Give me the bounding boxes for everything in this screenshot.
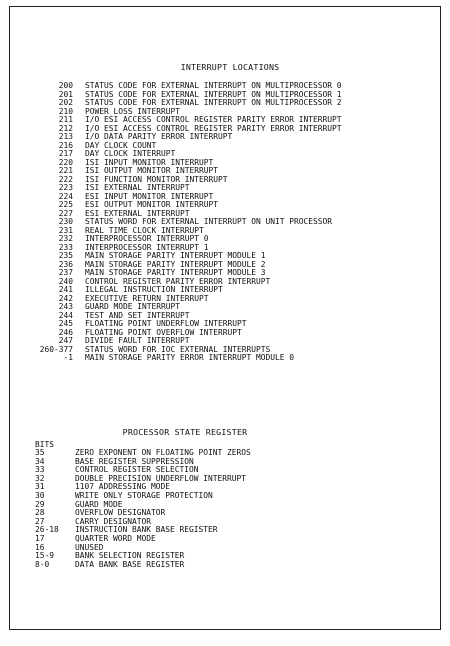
interrupt-description: DIVIDE FAULT INTERRUPT [85,336,190,345]
interrupt-code: 236 [58,259,73,269]
interrupt-code: 213 [58,132,73,141]
interrupt-description: I/O ESI ACCESS CONTROL REGISTER PARITY ERROR INTERRUPT [85,123,342,133]
register-bit-number: 32 [35,473,45,483]
register-bit-description: OVERFLOW DESIGNATOR [75,508,166,518]
interrupt-code: 216 [58,140,73,150]
interrupt-description: MAIN STORAGE PARITY INTERRUPT MODULE 2 [85,259,266,269]
register-bit-description: QUARTER WORD MODE [75,533,156,543]
register-bit-number: 17 [35,533,45,543]
interrupt-description: FLOATING POINT UNDERFLOW INTERRUPT [85,319,247,328]
bits-column-header: BITS [35,440,55,449]
register-bit-number: 31 [35,482,45,492]
register-bit-description: DOUBLE PRECISION UNDERFLOW INTERRUPT [75,473,247,483]
register-bit-number: 28 [35,508,45,518]
interrupt-row [10,354,342,363]
interrupt-code: 201 [58,89,73,99]
interrupt-code: 231 [58,225,73,235]
interrupt-description: TEST AND SET INTERRUPT [85,310,190,320]
interrupt-code: 247 [58,336,73,345]
interrupt-description: ESI EXTERNAL INTERRUPT [85,208,190,218]
interrupt-description: EXECUTIVE RETURN INTERRUPT [85,293,209,303]
register-bit-description: WRITE ONLY STORAGE PROTECTION [75,490,213,500]
processor-state-register-list [10,449,251,569]
interrupt-code: 235 [58,251,73,260]
interrupt-description: FLOATING POINT OVERFLOW INTERRUPT [85,327,242,337]
register-bit-number: 8-0 [35,559,50,569]
interrupt-code: 220 [58,157,73,167]
interrupt-description: INTERPROCESSOR INTERRUPT 0 [85,234,209,243]
interrupt-description: I/O DATA PARITY ERROR INTERRUPT [85,132,233,141]
interrupt-description: STATUS CODE FOR EXTERNAL INTERRUPT ON MULTIPROCESSOR 2 [85,98,342,107]
interrupt-description: ESI OUTPUT MONITOR INTERRUPT [85,200,219,209]
interrupt-description: ISI OUTPUT MONITOR INTERRUPT [85,166,219,175]
interrupt-description: CONTROL REGISTER PARITY ERROR INTERRUPT [85,276,271,286]
interrupt-code: 211 [58,115,73,124]
interrupt-code: 237 [58,268,73,277]
register-bit-description: CONTROL REGISTER SELECTION [75,465,199,475]
interrupt-locations-list [10,82,342,363]
register-bit-number: 30 [35,490,45,500]
interrupt-code: 246 [58,327,73,337]
register-bit-description: BANK SELECTION REGISTER [75,551,185,561]
document-page [9,6,441,630]
interrupt-description: DAY CLOCK INTERRUPT [85,149,176,158]
interrupt-description: DAY CLOCK COUNT [85,140,157,150]
register-bit-description: INSTRUCTION BANK BASE REGISTER [75,525,218,535]
interrupt-code: 224 [58,191,73,201]
interrupt-code: 227 [58,208,73,218]
interrupt-description: MAIN STORAGE PARITY ERROR INTERRUPT MODULE 0 [85,353,295,362]
register-bit-number: 29 [35,499,45,509]
interrupt-code: 217 [58,149,73,158]
interrupt-code: 244 [58,310,73,320]
register-bit-description: GUARD MODE [75,499,123,509]
interrupt-description: REAL TIME CLOCK INTERRUPT [85,225,204,235]
register-bit-row [10,535,251,544]
interrupt-description: GUARD MODE INTERRUPT [85,302,181,311]
interrupt-description: ISI FUNCTION MONITOR INTERRUPT [85,174,228,184]
register-bit-number: 16 [35,542,45,552]
interrupt-code: 221 [58,166,73,175]
interrupt-description: MAIN STORAGE PARITY INTERRUPT MODULE 1 [85,251,266,260]
interrupt-code: 240 [58,276,73,286]
interrupt-description: ESI INPUT MONITOR INTERRUPT [85,191,214,201]
interrupt-description: STATUS CODE FOR EXTERNAL INTERRUPT ON MULTIPROCESSOR 1 [85,89,342,99]
interrupt-description: STATUS WORD FOR EXTERNAL INTERRUPT ON UNIT PROCESSOR [85,217,333,226]
interrupt-description: ILLEGAL INSTRUCTION INTERRUPT [85,285,223,294]
interrupt-description: MAIN STORAGE PARITY INTERRUPT MODULE 3 [85,268,266,277]
interrupt-description: ISI INPUT MONITOR INTERRUPT [85,157,214,167]
interrupt-code: 212 [58,123,73,133]
interrupt-description: I/O ESI ACCESS CONTROL REGISTER PARITY ERROR INTERRUPT [85,115,342,124]
register-bit-description: DATA BANK BASE REGISTER [75,559,185,569]
interrupt-code: 242 [58,293,73,303]
register-bit-description: CARRY DESIGNATOR [75,516,152,526]
interrupt-code: 260-377 [39,344,73,354]
interrupt-description: INTERPROCESSOR INTERRUPT 1 [85,242,209,252]
interrupt-code: 245 [58,319,73,328]
register-bit-description: 1107 ADDRESSING MODE [75,482,171,492]
interrupt-code: 210 [58,106,73,116]
register-bit-number: 15-9 [35,551,55,561]
interrupt-description: STATUS CODE FOR EXTERNAL INTERRUPT ON MULTIPROCESSOR 0 [85,81,342,90]
interrupt-locations-title: INTERRUPT LOCATIONS [180,62,280,72]
interrupt-description: POWER LOSS INTERRUPT [85,106,181,116]
interrupt-code: 230 [58,217,73,226]
register-bit-description: BASE REGISTER SUPPRESSION [75,456,194,466]
register-bit-description: ZERO EXPONENT ON FLOATING POINT ZEROS [75,448,251,457]
register-bit-description: UNUSED [75,542,104,552]
register-bit-number: 35 [35,448,45,457]
interrupt-code: 241 [58,285,73,294]
interrupt-code: -1 [63,353,73,362]
register-bit-number: 33 [35,465,45,475]
register-bit-number: 27 [35,516,45,526]
register-bit-number: 34 [35,456,45,466]
interrupt-code: 243 [58,302,73,311]
interrupt-description: STATUS WORD FOR IOC EXTERNAL INTERRUPTS [85,344,271,354]
interrupt-code: 223 [58,183,73,192]
interrupt-code: 232 [58,234,73,243]
register-bit-number: 26-18 [35,525,59,535]
interrupt-code: 202 [58,98,73,107]
interrupt-code: 222 [58,174,73,184]
interrupt-description: ISI EXTERNAL INTERRUPT [85,183,190,192]
interrupt-code: 233 [58,242,73,252]
processor-state-register-title: PROCESSOR STATE REGISTER [122,427,248,437]
interrupt-code: 200 [58,81,73,90]
interrupt-code: 225 [58,200,73,209]
register-bit-row [10,561,251,570]
register-bit-row [10,492,251,501]
